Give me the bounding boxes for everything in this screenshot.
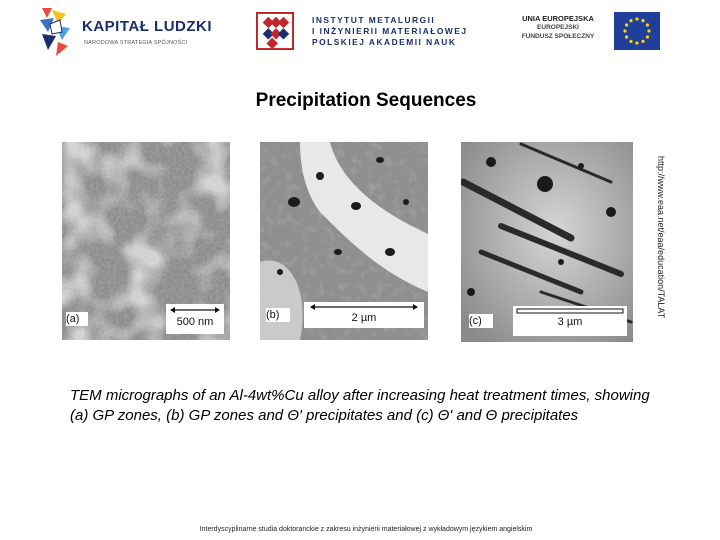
micrograph-c-scale: 3 µm <box>557 316 583 328</box>
institute-line-1: INSTYTUT METALURGII <box>312 15 436 25</box>
source-url <box>658 156 674 336</box>
micrograph-a-scale: 500 nm <box>176 316 214 328</box>
eu-line-3: FUNDUSZ SPOŁECZNY <box>521 33 595 40</box>
micrograph-b-label: (b) <box>266 308 290 322</box>
scalebar-a-icon <box>166 304 224 316</box>
source-url-text: http://www.eaa.net/eaa/education/TALAT <box>656 156 666 319</box>
eu-line-1: UNIA EUROPEJSKA <box>522 14 594 23</box>
kapital-ludzki-title: KAPITAŁ LUDZKI <box>82 18 213 35</box>
scalebar-b-icon <box>304 302 424 312</box>
institute-logo <box>256 12 468 52</box>
micrograph-b-scalebar <box>304 302 424 328</box>
kapital-ludzki-logo <box>38 6 213 58</box>
micrograph-a-scalebar <box>166 304 224 334</box>
institute-emblem-icon <box>256 12 294 50</box>
eu-flag-icon <box>614 12 660 50</box>
eu-line-2: EUROPEJSKI <box>537 24 579 31</box>
kapital-ludzki-star-icon <box>38 6 72 58</box>
micrograph-c <box>461 142 633 342</box>
micrograph-a-label: (a) <box>66 312 88 326</box>
caption: TEM micrographs of an Al-4wt%Cu alloy after increasing heat treatment times, showing (a) GP zones, (b) GP zones and Θ' precipitates and (c) Θ' and Θ precipitates <box>70 387 650 424</box>
institute-name <box>312 15 468 48</box>
micrograph-b <box>260 142 428 340</box>
eu-logo <box>510 10 660 52</box>
footer: Interdyscyplinarne studia doktoranckie z zakresu inżynierii materiałowej z wykładowym językiem angielskim <box>199 526 533 533</box>
micrograph-a <box>62 142 230 340</box>
institute-line-2: I INŻYNIERII MATERIAŁOWEJ <box>312 26 468 36</box>
institute-line-3: POLSKIEJ AKADEMII NAUK <box>312 37 457 47</box>
kapital-ludzki-subtitle: NARODOWA STRATEGIA SPÓJNOŚCI <box>84 40 188 46</box>
micrograph-c-label: (c) <box>469 314 493 328</box>
slide-title: Precipitation Sequences <box>255 90 477 111</box>
micrograph-c-scalebar <box>513 306 627 336</box>
micrograph-b-scale: 2 µm <box>351 312 377 324</box>
eu-text <box>516 14 600 41</box>
scalebar-c-icon <box>513 306 627 316</box>
